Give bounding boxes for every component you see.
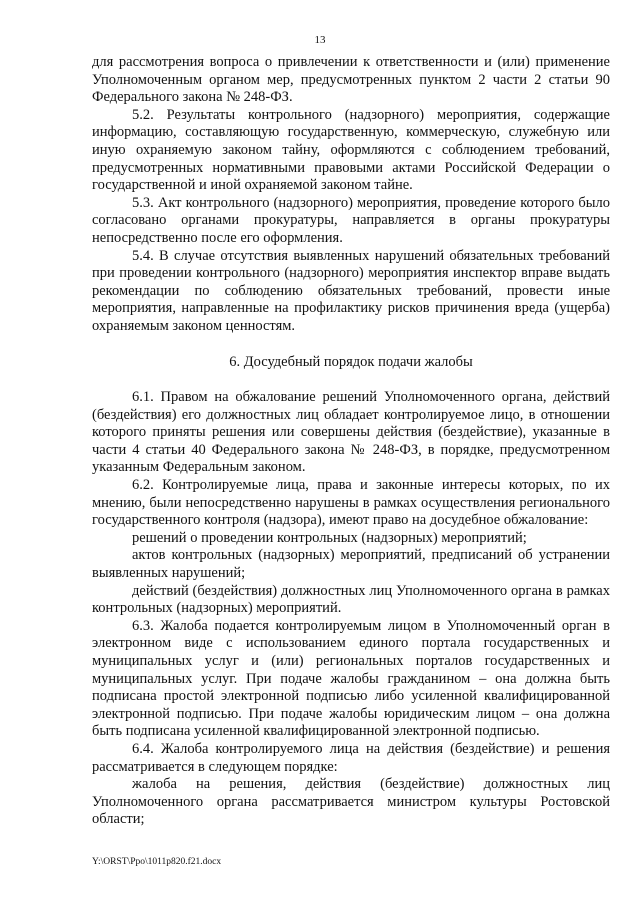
paragraph-6-3: 6.3. Жалоба подается контролируемым лицом в Уполномоченный орган в электронном виде с использованием единого портала государственных и муниципальных услуг и (или) региональных порталов государственных и муниципальных услуг. При подаче жалобы гражданином – она должна быть подписана простой электронной подписью либо усиленной квалифицированной электронной подписью. При подаче жалобы юридическим лицом – она должна быть подписана усиленной квалифицированной электронной подписью.	[92, 617, 610, 740]
footer-file-path: Y:\ORST\Ppo\1011p820.f21.docx	[92, 857, 222, 867]
section-heading-6: 6. Досудебный порядок подачи жалобы	[229, 353, 473, 370]
paragraph-5-3: 5.3. Акт контрольного (надзорного) мероприятия, проведение которого было согласовано органами прокуратуры, направляется в органы прокуратуры непосредственно после его оформления.	[92, 194, 610, 246]
list-item-decisions: решений о проведении контрольных (надзорных) мероприятий;	[132, 529, 527, 546]
list-item-acts: актов контрольных (надзорных) мероприятий, предписаний об устранении выявленных нарушений;	[92, 547, 610, 582]
paragraph-6-4: 6.4. Жалоба контролируемого лица на действия (бездействие) и решения рассматривается в следующем порядке:	[92, 740, 610, 775]
page-number: 13	[314, 34, 326, 46]
document-body	[92, 54, 610, 829]
paragraph-5-2: 5.2. Результаты контрольного (надзорного) мероприятия, содержащие информацию, составляющую государственную, коммерческую, служебную или иную охраняемую законом тайну, оформляются с соблюдением требований, предусмотренных нормативными правовыми актами Российской Федерации о государственной и иной охраняемой законом тайне.	[92, 106, 610, 194]
paragraph-5-4: 5.4. В случае отсутствия выявленных нарушений обязательных требований при проведении контрольного (надзорного) мероприятия инспектор вправе выдать рекомендации по соблюдению обязательных требований, провести иные мероприятия, направленные на профилактику рисков причинения вреда (ущерба) охраняемым законом ценностям.	[92, 247, 610, 334]
paragraph-6-2: 6.2. Контролируемые лица, права и законные интересы которых, по их мнению, были непосредственно нарушены в рамках осуществления регионального государственного контроля (надзора), имеют право на досудебное обжалование:	[92, 477, 610, 529]
paragraph-6-1: 6.1. Правом на обжалование решений Уполномоченного органа, действий (бездействия) его должностных лиц обладает контролируемое лицо, в отношении которого приняты решения или совершены действия (бездействие), указанные в части 4 статьи 40 Федерального закона № 248-ФЗ, в порядке, предусмотренном указанным Федеральным законом.	[92, 389, 610, 476]
list-item-actions: действий (бездействия) должностных лиц Уполномоченного органа в рамках контрольных (надзорных) мероприятий.	[92, 582, 610, 617]
list-item-complaint: жалоба на решения, действия (бездействие) должностных лиц Уполномоченного органа рассматривается министром культуры Ростовской области;	[92, 776, 610, 828]
paragraph-continuation: для рассмотрения вопроса о привлечении к ответственности и (или) применение Уполномоченным органом мер, предусмотренных пунктом 2 части 2 статьи 90 Федерального закона № 248-ФЗ.	[92, 54, 610, 106]
